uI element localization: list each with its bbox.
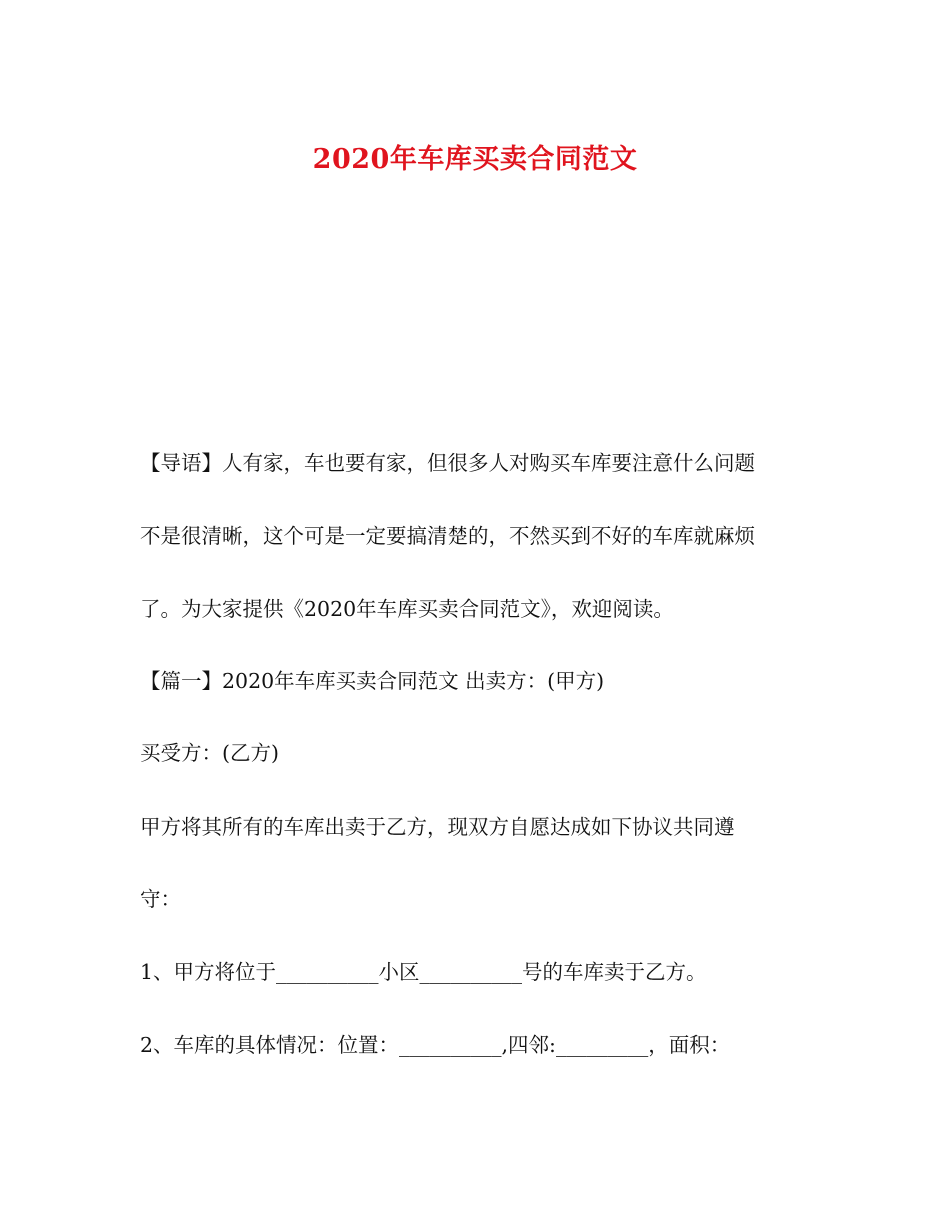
agreement-line-1: 甲方将其所有的车库出卖于乙方，现双方自愿达成如下协议共同遵 xyxy=(140,815,735,839)
intro-line-3: 了。为大家提供《2020年车库买卖合同范文》，欢迎阅读。 xyxy=(140,597,674,621)
clause-1: 1、甲方将位于__________小区__________号的车库卖于乙方。 xyxy=(140,960,707,984)
intro-line-2: 不是很清晰，这个可是一定要搞清楚的，不然买到不好的车库就麻烦 xyxy=(140,524,755,548)
section-heading: 【篇一】2020年车库买卖合同范文 出卖方：(甲方) xyxy=(140,669,605,693)
buyer-line: 买受方：(乙方) xyxy=(140,741,279,765)
intro-line-1: 【导语】人有家，车也要有家，但很多人对购买车库要注意什么问题 xyxy=(140,451,755,475)
document-title: 2020年车库买卖合同范文 xyxy=(312,144,638,175)
clause-2: 2、车库的具体情况：位置：__________,四邻:_________，面积： xyxy=(140,1033,731,1057)
agreement-line-2: 守： xyxy=(140,887,181,911)
